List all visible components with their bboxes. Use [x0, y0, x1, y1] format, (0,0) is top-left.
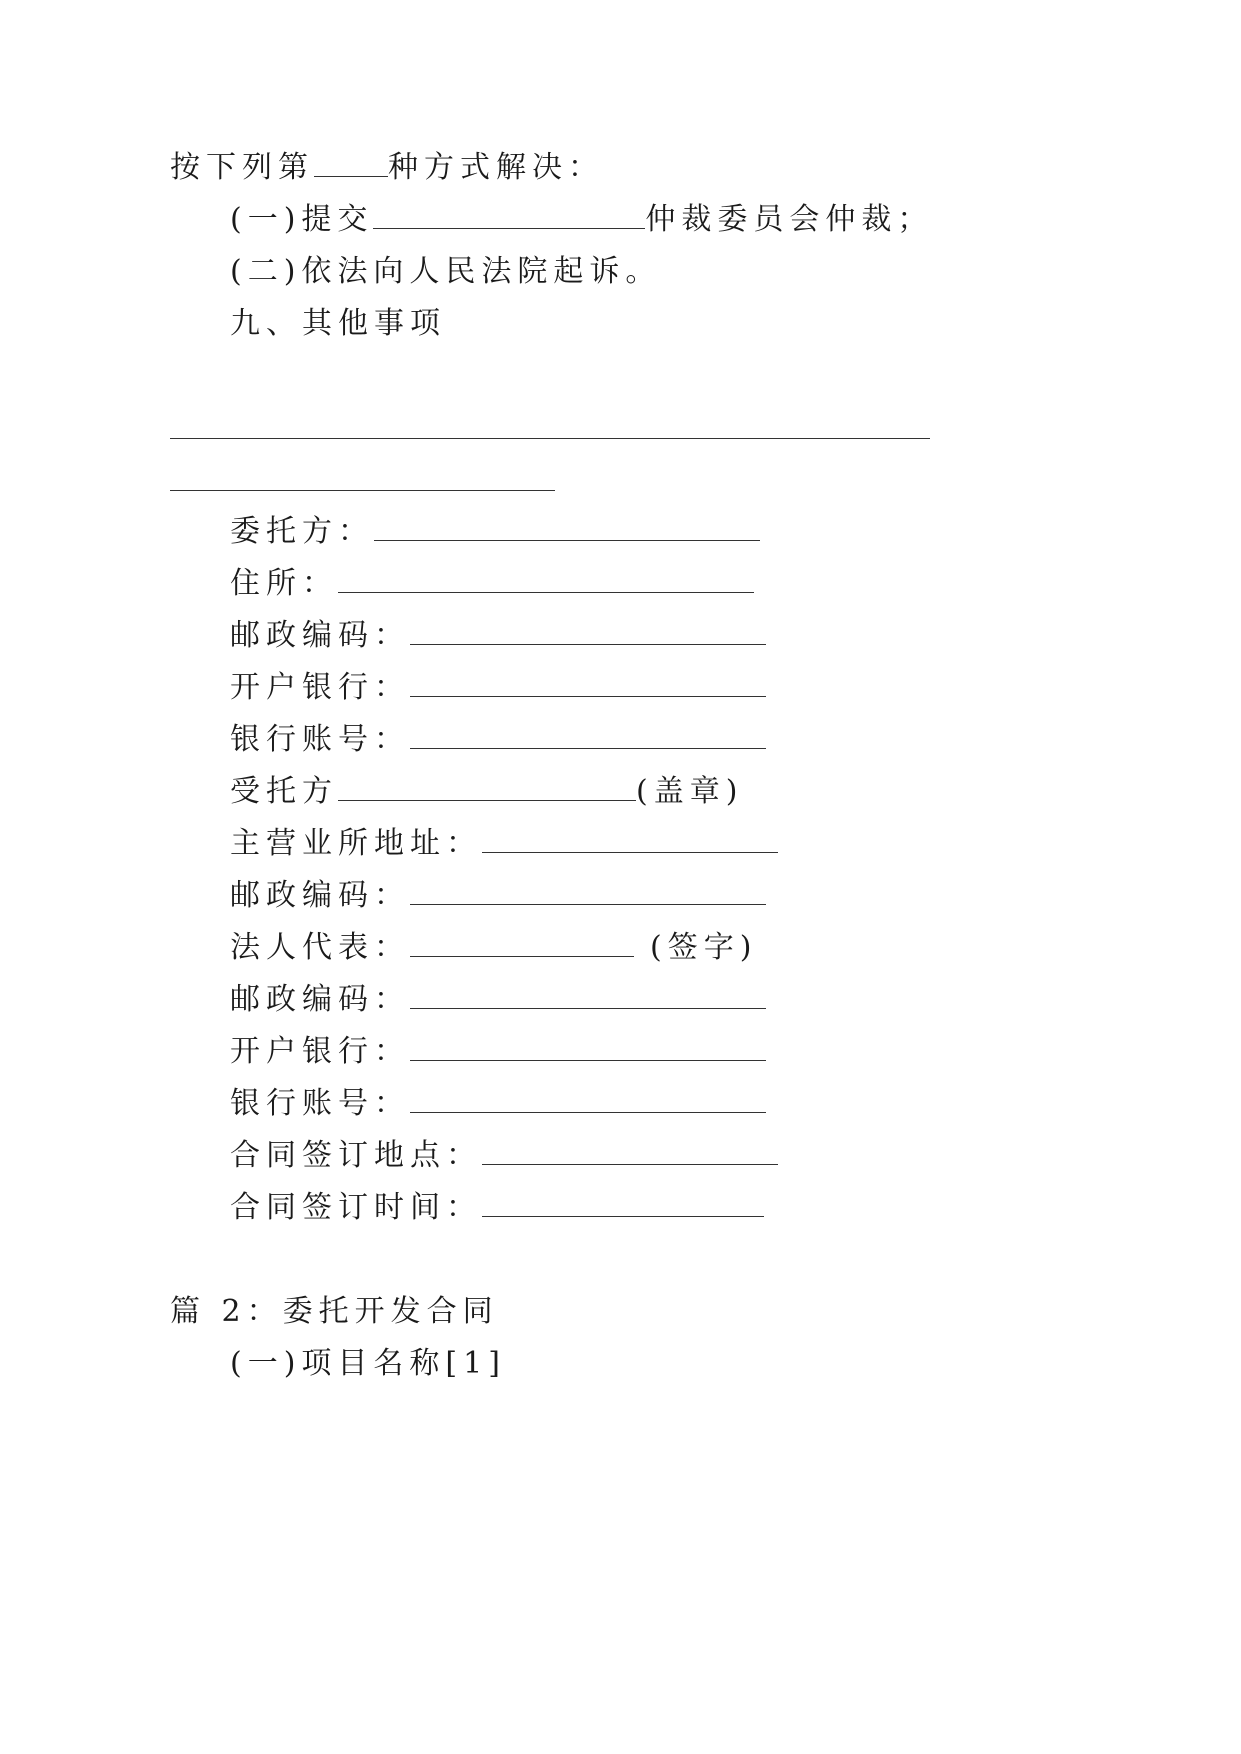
client-bank-line	[230, 668, 766, 708]
client-postal-label: 邮政编码：	[230, 618, 410, 653]
other-matters-blank-2[interactable]	[170, 490, 555, 491]
client-bank-blank[interactable]	[410, 670, 766, 697]
resolve-method-line	[170, 148, 604, 188]
contractor-account-line	[230, 1084, 766, 1124]
client-address-line	[230, 564, 754, 604]
arbitration-option-suffix: 仲裁委员会仲裁；	[645, 202, 934, 237]
contractor-postal-label-2: 邮政编码：	[230, 982, 410, 1017]
section-9-title	[230, 304, 446, 344]
section-9-title-text: 九、其他事项	[230, 306, 446, 341]
sign-place-label: 合同签订地点：	[230, 1138, 482, 1173]
client-account-blank[interactable]	[410, 722, 766, 749]
legal-rep-blank[interactable]	[410, 930, 634, 957]
contractor-postal-label: 邮政编码：	[230, 878, 410, 913]
contractor-address-blank[interactable]	[482, 826, 778, 853]
part2-item1-text: (一)项目名称[1]	[230, 1346, 506, 1381]
contractor-account-blank[interactable]	[410, 1086, 766, 1113]
client-bank-label: 开户银行：	[230, 670, 410, 705]
sign-place-line	[230, 1136, 778, 1176]
contractor-postal-blank-2[interactable]	[410, 982, 766, 1009]
resolve-method-prefix: 按下列第	[170, 150, 314, 185]
sign-time-label: 合同签订时间：	[230, 1190, 482, 1225]
contractor-bank-line	[230, 1032, 766, 1072]
part2-title-text: 篇 2：委托开发合同	[170, 1294, 499, 1329]
contractor-seal-note: (盖章)	[636, 774, 744, 809]
contractor-bank-blank[interactable]	[410, 1034, 766, 1061]
contractor-name-line	[230, 772, 743, 812]
client-address-label: 住所：	[230, 566, 338, 601]
client-postal-line	[230, 616, 766, 656]
contractor-name-label: 受托方	[230, 774, 338, 809]
sign-time-blank[interactable]	[482, 1190, 764, 1217]
contractor-name-blank[interactable]	[338, 774, 636, 801]
sign-place-blank[interactable]	[482, 1138, 778, 1165]
contractor-address-line	[230, 824, 778, 864]
client-postal-blank[interactable]	[410, 618, 766, 645]
contractor-postal-blank[interactable]	[410, 878, 766, 905]
client-account-line	[230, 720, 766, 760]
contractor-address-label: 主营业所地址：	[230, 826, 482, 861]
arbitration-committee-blank[interactable]	[373, 202, 645, 229]
legal-rep-signature-note: (签字)	[650, 930, 758, 965]
arbitration-option-prefix: (一)提交	[230, 202, 374, 237]
resolve-method-blank[interactable]	[314, 150, 388, 177]
litigation-option-text: (二)依法向人民法院起诉。	[230, 254, 662, 289]
client-address-blank[interactable]	[338, 566, 754, 593]
contractor-account-label: 银行账号：	[230, 1086, 410, 1121]
legal-rep-label: 法人代表：	[230, 930, 410, 965]
resolve-method-suffix: 种方式解决：	[388, 150, 604, 185]
legal-rep-line	[230, 928, 757, 968]
contractor-postal-line	[230, 876, 766, 916]
litigation-option-line	[230, 252, 661, 292]
part2-title	[170, 1292, 499, 1332]
part2-item1	[230, 1344, 506, 1384]
contractor-postal-line-2	[230, 980, 766, 1020]
client-name-line	[230, 512, 760, 552]
client-name-blank[interactable]	[374, 514, 760, 541]
sign-time-line	[230, 1188, 764, 1228]
client-name-label: 委托方：	[230, 514, 374, 549]
client-account-label: 银行账号：	[230, 722, 410, 757]
arbitration-option-line	[230, 200, 933, 240]
contractor-bank-label: 开户银行：	[230, 1034, 410, 1069]
other-matters-blank-1[interactable]	[170, 438, 930, 439]
